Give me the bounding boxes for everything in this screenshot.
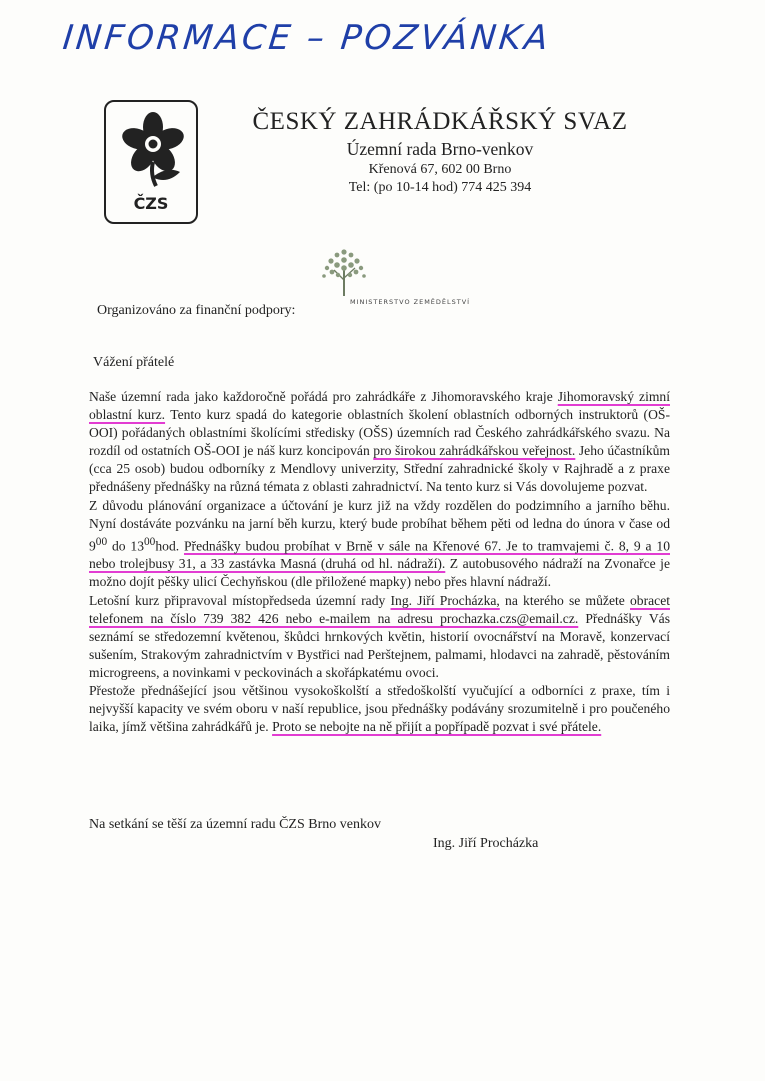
highlight-course-name: Jihomoravský zimní oblastní kurz. bbox=[89, 389, 670, 423]
highlight-contact: obracet telefonem na číslo 739 382 426 nebo e-mailem na adresu prochazka.czs@email.cz. bbox=[89, 592, 670, 626]
closing-line: Na setkání se těší za územní radu ČZS Brno venkov bbox=[89, 817, 381, 832]
ministry-tree-icon bbox=[318, 246, 370, 298]
paragraph-2: Z důvodu plánování organizace a účtování je kurz již na vždy rozdělen do podzimního a jarního běhu. Nyní dostáváte pozvánku na jarní běh kurzu, který bude probíhat během pěti od ledna do února v čase od $9^{00}$ do $13^{00}hod$. Přednášky budou probíhat v Brně v sále na Křenové 67. Je to tramvajemi č. 8, 9 a 10 nebo trolejbusy 31, a 33 zastávka Masná (druhá od hl. nádraží). Z autobusového nádraží na Zvonařce je možno dojít pěšky ulicí Čechyňskou (dle přiložené mapky) nebo přes hlavní nádraží. bbox=[89, 497, 670, 590]
phone: Tel: (po 10-14 hod) 774 425 394 bbox=[348, 180, 532, 195]
logo-text: ČZS bbox=[133, 194, 169, 213]
ministry-name: MINISTERSTVO ZEMĚDĚLSTVÍ bbox=[350, 298, 471, 306]
paragraph-1: Naše územní rada jako každoročně pořádá pro zahrádkáře z Jihomoravského kraje Jihomoravský zimní oblastní kurz. Tento kurz spadá do kategorie oblastních školení oblastních odborných instruktorů (OŠ-OOI) pořádaných oblastními školícími středisky (OŠS) územních rad Českého zahrádkářského svazu. Na rozdíl od ostatních OŠ-OOI je náš kurz koncipován pro širokou zahrádkářskou veřejnost. Jeho účastníkům (cca 25 osob) budou odborníky z Mendlovy univerzity, Střední zahradnické školy v Rajhradě a z praxe přednášeny přednášky na různá témata z oblasti zahradnictví. Na tento kurz si Vás dovolujeme pozvat. bbox=[89, 389, 671, 495]
highlight-invitation: Proto se nebojte na ně přijít a popřípadě pozvat i své přátele. bbox=[272, 719, 602, 735]
handwritten-title: INFORMACE – POZVÁNKA bbox=[60, 18, 553, 58]
greeting: Vážení přátelé bbox=[93, 355, 175, 370]
support-label: Organizováno za finanční podpory: bbox=[97, 303, 296, 318]
highlight-venue: Přednášky budou probíhat v Brně v sále na Křenové 67. Je to tramvajemi č. 8, 9 a 10 nebo trolejbusy 31, a 33 zastávka Masná (druhá od hl. nádraží). bbox=[89, 538, 670, 572]
paragraph-4: Přestože přednášející jsou většinou vysokoškolští a středoškolští vyučující a odborníci z praxe, tím i nejvyšší kapacity ve svém oboru v naší republice, jsou přednášky podávány srozumitelně i pro poučeného laika, jímž většina zahrádkářů je. Proto se nebojte na ně přijít a popřípadě pozvat i své přátele. bbox=[89, 683, 670, 735]
address: Křenová 67, 602 00 Brno bbox=[368, 162, 512, 177]
organization-name: ČESKÝ ZAHRÁDKÁŘSKÝ SVAZ bbox=[252, 108, 628, 135]
letter-body bbox=[89, 388, 670, 736]
signature: Ing. Jiří Procházka bbox=[433, 836, 539, 851]
highlight-organizer: Ing. Jiří Procházka, bbox=[390, 592, 500, 608]
paragraph-3: Letošní kurz připravoval místopředseda územní rady Ing. Jiří Procházka, na kterého se můžete obracet telefonem na číslo 739 382 426 nebo e-mailem na adresu prochazka.czs@email.cz. Přednášky Vás seznámí se středozemní květenou, škůdci hrnkových květin, historií ovocnářství na Moravě, konzervací sušením, Strakovým zahradnictvím v Bystřici nad Perštejnem, palmami, hlodavci na zahradě, pěstováním microgreens, a novinkami v peckovinách a skořápkatému ovoci. bbox=[89, 592, 670, 680]
highlight-public: pro širokou zahrádkářskou veřejnost. bbox=[373, 443, 576, 459]
czs-logo bbox=[104, 100, 198, 224]
territorial-council: Územní rada Brno-venkov bbox=[346, 139, 534, 159]
